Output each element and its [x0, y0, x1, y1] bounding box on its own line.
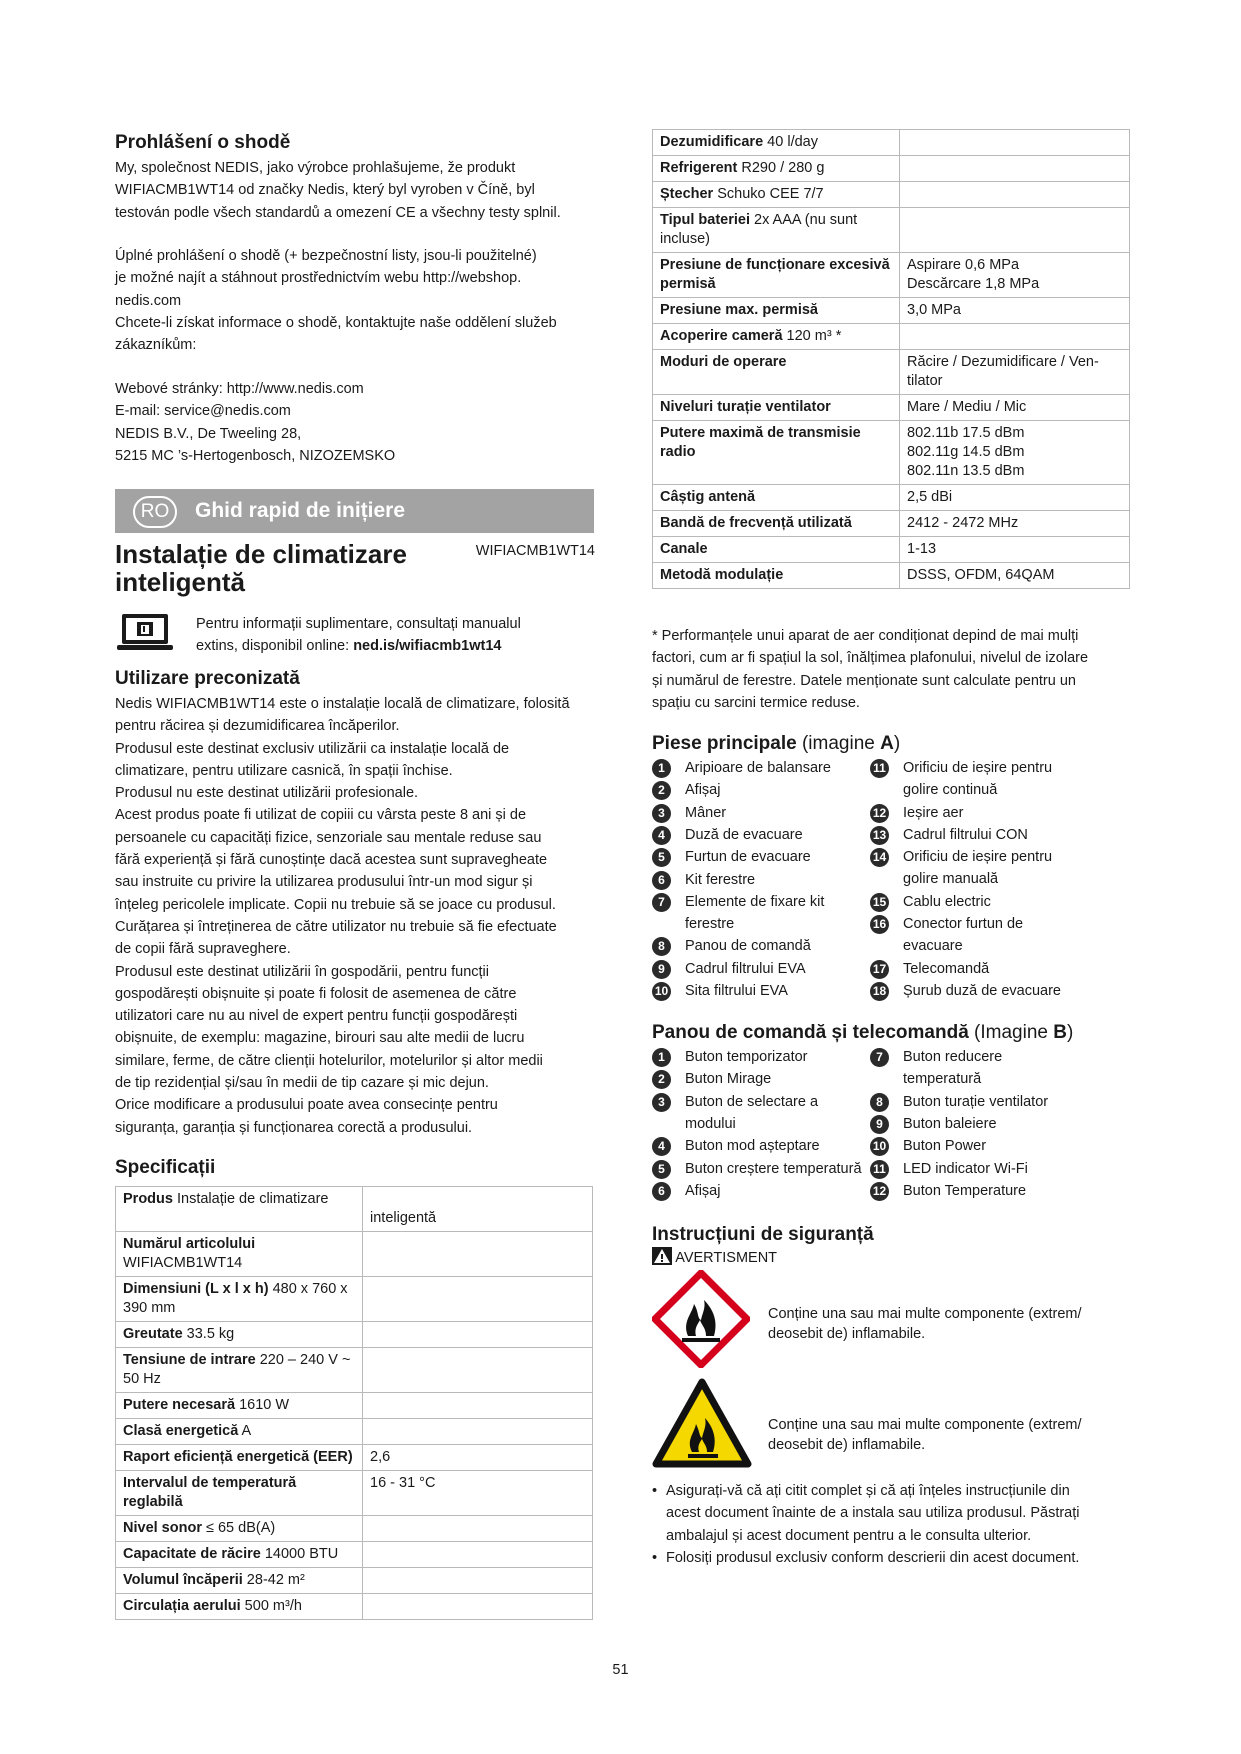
spec-label: Circulația aerului	[123, 1598, 241, 1614]
spec-value	[363, 1542, 593, 1568]
item-label	[685, 1068, 771, 1090]
spec-label: Refrigerent	[660, 160, 738, 176]
item-label	[685, 779, 720, 801]
spec-inline-value: 33.5 kg	[182, 1326, 235, 1342]
item-label-line: Buton reducere	[903, 1049, 1003, 1065]
item-number-badge: 12	[870, 1182, 889, 1201]
parts-item	[652, 935, 862, 957]
spec-row	[116, 1348, 593, 1393]
parts-item	[870, 980, 1080, 1002]
spec-label-cell	[653, 537, 900, 563]
safety-title: Instrucțiuni de siguranță	[652, 1224, 874, 1245]
cz-contact: Webové stránky: http://www.nedis.com E-mail: service@nedis.com NEDIS B.V., De Tweeling 28, 5215 MC ’s-Hertogenbosch, NIZOZEMSKO	[115, 381, 396, 464]
item-label-line: Sita filtrului EVA	[685, 983, 788, 999]
spec-inline-value: Instalație de climatizare	[172, 1191, 329, 1207]
item-number-badge: 16	[870, 915, 889, 934]
spec-label-cell	[116, 1471, 363, 1516]
spec-inline-value: ≤ 65 dB(A)	[201, 1520, 276, 1536]
spec-row	[653, 511, 1130, 537]
spec-value	[363, 1277, 593, 1322]
spec-row	[653, 421, 1130, 485]
item-label-line: Telecomandă	[903, 960, 990, 977]
spec-value	[900, 156, 1130, 182]
panel-item	[870, 1091, 1080, 1113]
spec-label: Presiune de funcționare excesivă permisă	[660, 257, 890, 292]
language-badge: RO	[133, 496, 177, 528]
spec-label-cell	[116, 1594, 363, 1620]
spec-inline-value: 480 x 760 x 390 mm	[123, 1281, 348, 1316]
spec-label-cell	[116, 1277, 363, 1322]
item-label-line: temperatură	[903, 1071, 982, 1088]
spec-row	[116, 1393, 593, 1419]
intended-use-title: Utilizare preconizată	[115, 668, 300, 689]
item-number-badge: 9	[652, 960, 671, 979]
item-label-line: evacuare	[903, 938, 963, 955]
spec-label-cell	[653, 485, 900, 511]
spec-value: 2,6	[363, 1445, 593, 1471]
spec-label-cell	[653, 511, 900, 537]
parts-item	[652, 779, 862, 801]
spec-label: Moduri de operare	[660, 354, 787, 370]
spec-value: 3,0 MPa	[900, 298, 1130, 324]
spec-label-cell	[653, 208, 900, 253]
item-label	[685, 958, 806, 980]
spec-label: Dezumidificare	[660, 134, 764, 150]
spec-label-cell	[116, 1187, 363, 1232]
parts-item	[870, 846, 1080, 891]
panel-item	[652, 1158, 862, 1180]
spec-value	[363, 1516, 593, 1542]
item-label	[903, 824, 1028, 846]
panel-item	[870, 1158, 1080, 1180]
flammable-warning-icon	[652, 1378, 752, 1470]
item-label-line: Buton turație ventilator	[903, 1093, 1049, 1110]
spec-inline-value: 28-42 m²	[242, 1572, 305, 1588]
spec-value: Mare / Mediu / Mic	[900, 395, 1130, 421]
item-label-line: Cadrul filtrului EVA	[685, 960, 806, 977]
spec-label: Putere maximă de transmisie radio	[660, 425, 861, 460]
spec-value	[363, 1419, 593, 1445]
spec-label-cell	[653, 182, 900, 208]
item-number-badge: 7	[870, 1048, 889, 1067]
spec-row	[653, 350, 1130, 395]
spec-label-cell	[116, 1516, 363, 1542]
spec-value	[363, 1594, 593, 1620]
spec-table-left	[115, 1186, 593, 1620]
spec-row	[653, 563, 1130, 589]
item-label	[685, 869, 755, 891]
item-label-line: Kit ferestre	[685, 871, 756, 888]
panel-title: Panou de comandă și telecomandă (Imagine B)	[652, 1022, 1074, 1043]
spec-label: Putere necesară	[123, 1397, 236, 1413]
spec-label: Ștecher	[660, 186, 714, 202]
spec-row	[116, 1277, 593, 1322]
item-label-line: Buton creștere temperatură	[685, 1160, 862, 1177]
spec-row	[116, 1471, 593, 1516]
spec-value: 2412 - 2472 MHz	[900, 511, 1130, 537]
spec-table-right	[652, 129, 1130, 589]
parts-item	[870, 891, 1080, 913]
warning-label: AVERTISMENT	[652, 1247, 777, 1268]
item-label	[685, 802, 726, 824]
ghs-symbol-text: Conține una sau mai multe componente (extrem/ deosebit de) inflamabile.	[768, 1306, 1082, 1342]
spec-value: 802.11b 17.5 dBm 802.11g 14.5 dBm 802.11n 13.5 dBm	[900, 421, 1130, 485]
spec-label: Greutate	[123, 1326, 183, 1342]
spec-row	[116, 1232, 593, 1277]
item-label-line: Panou de comandă	[685, 938, 811, 955]
item-number-badge: 1	[652, 759, 671, 778]
spec-value: 2,5 dBi	[900, 485, 1130, 511]
item-label-line: Furtun de evacuare	[685, 849, 811, 866]
laptop-icon	[117, 612, 173, 652]
spec-inline-value: R290 / 280 g	[737, 160, 825, 176]
ghs-flammable-icon	[652, 1270, 750, 1368]
spec-label-cell	[116, 1568, 363, 1594]
item-number-badge: 6	[652, 1182, 671, 1201]
spec-row	[116, 1187, 593, 1232]
spec-label-cell	[653, 395, 900, 421]
item-number-badge: 11	[870, 759, 889, 778]
item-number-badge: 10	[870, 1137, 889, 1156]
item-number-badge: 2	[652, 1070, 671, 1089]
spec-label-cell	[653, 253, 900, 298]
spec-value	[900, 208, 1130, 253]
parts-item	[870, 958, 1080, 980]
spec-inline-value: 14000 BTU	[260, 1546, 339, 1562]
spec-title: Specificații	[115, 1157, 216, 1178]
item-number-badge: 13	[870, 826, 889, 845]
item-label-line: Duză de evacuare	[685, 826, 803, 843]
spec-row	[653, 156, 1130, 182]
item-number-badge: 14	[870, 848, 889, 867]
item-label	[685, 935, 811, 957]
spec-row	[653, 395, 1130, 421]
item-label-line: Afișaj	[685, 1182, 721, 1199]
safety-bullet: • Folosiți produsul exclusiv conform descrierii din acest document.	[652, 1547, 1130, 1569]
spec-label: Intervalul de temperatură reglabilă	[123, 1475, 297, 1510]
spec-inline-value: 500 m³/h	[240, 1598, 302, 1614]
language-banner	[115, 489, 594, 533]
spec-label: Volumul încăperii	[123, 1572, 243, 1588]
parts-item	[652, 757, 862, 779]
item-number-badge: 6	[652, 871, 671, 890]
spec-value	[363, 1568, 593, 1594]
spec-value: DSSS, OFDM, 64QAM	[900, 563, 1130, 589]
item-label-line: modului	[685, 1115, 736, 1132]
spec-value	[363, 1348, 593, 1393]
spec-row	[653, 182, 1130, 208]
spec-table-continued	[652, 129, 1130, 589]
item-label	[685, 1180, 720, 1202]
item-label	[903, 913, 1023, 958]
parts-item	[870, 802, 1080, 824]
footnote: * Performanțele unui aparat de aer condiționat depind de mai mulți factori, cum ar fi spațiul la sol, înălțimea plafonului, nivelul de izolare și numărul de ferestre. Datele menționate sunt calculate pentru un spațiu cu sarcini termice reduse.	[652, 628, 1089, 711]
item-label-line: Buton Temperature	[903, 1182, 1027, 1199]
spec-value: Aspirare 0,6 MPa Descărcare 1,8 MPa	[900, 253, 1130, 298]
item-label	[903, 1135, 986, 1157]
product-code: WIFIACMB1WT14	[475, 543, 595, 559]
item-number-badge: 12	[870, 804, 889, 823]
item-label	[903, 757, 1052, 802]
item-number-badge: 8	[652, 937, 671, 956]
spec-table	[115, 1186, 593, 1620]
item-number-badge: 9	[870, 1115, 889, 1134]
item-number-badge: 11	[870, 1160, 889, 1179]
spec-label-cell	[116, 1348, 363, 1393]
item-number-badge: 15	[870, 893, 889, 912]
panel-item	[652, 1046, 862, 1068]
spec-row	[653, 298, 1130, 324]
panel-item	[652, 1135, 862, 1157]
item-label-line: Buton Mirage	[685, 1071, 772, 1088]
item-number-badge: 10	[652, 982, 671, 1001]
item-label-line: Cablu electric	[903, 893, 991, 910]
item-label	[903, 1046, 1002, 1091]
item-number-badge: 4	[652, 1137, 671, 1156]
spec-label: Bandă de frecvență utilizată	[660, 515, 852, 531]
panel-list	[652, 1046, 1130, 1199]
parts-item	[652, 980, 862, 1002]
parts-item	[652, 846, 862, 868]
item-label-line: golire continuă	[903, 782, 998, 799]
spec-row	[653, 324, 1130, 350]
item-label	[903, 958, 989, 980]
panel-item	[870, 1046, 1080, 1091]
cz-title: Prohlášení o shodě	[115, 132, 291, 153]
spec-label: Canale	[660, 541, 708, 557]
spec-label: Tensiune de intrare	[123, 1352, 256, 1368]
item-label-line: Buton de selectare a	[685, 1093, 819, 1110]
spec-row	[116, 1516, 593, 1542]
spec-row	[116, 1542, 593, 1568]
parts-title: Piese principale (imagine A)	[652, 733, 901, 754]
item-label-line: Orificiu de ieșire pentru	[903, 849, 1053, 866]
intended-use-text: Nedis WIFIACMB1WT14 este o instalație locală de climatizare, folosită pentru răcirea și dezumidificarea încăperilor. Produsul este destinat exclusiv utilizării ca instalație locală de climatizare, pentru utilizare casnică, în spații închise. Produsul nu este destinat utilizării profesionale. Acest produs poate fi utilizat de copiii cu vârsta peste 8 ani și de persoanele cu capacități fizice, senzoriale sau mentale reduse sau fără experiență și fără cunoștințe dacă acestea sunt supravegheate sau instruite cu privire la utilizarea produsului într-un mod sigur și înțeleg pericolele implicate. Copii nu trebuie să se joace cu produsul. Curățarea și întreținerea de către utilizator nu trebuie să fie efectuate de copii fără supraveghere. Produsul este destinat utilizării în gospodării, pentru funcții gospodărești obișnuite și poate fi folosit de asemenea de către utilizatori care nu au nivel de expert pentru funcții gospodărești obișnuite, de exemplu: magazine, birouri sau alte medii de lucru similare, ferme, de către clienții hotelurilor, motelurilor și altor medii de tip rezidențial și/sau în medii de tip cazare și mic dejun. Orice modificare a produsului poate avea consecințe pentru siguranța, garanția și funcționarea corectă a produsului.	[115, 696, 570, 1136]
spec-inline-value: 120 m³ *	[782, 328, 842, 344]
item-number-badge: 5	[652, 848, 671, 867]
item-number-badge: 4	[652, 826, 671, 845]
spec-row	[116, 1419, 593, 1445]
parts-item	[870, 757, 1080, 802]
spec-value	[900, 130, 1130, 156]
spec-label: Nivel sonor	[123, 1520, 202, 1536]
spec-inline-value: 1610 W	[235, 1397, 290, 1413]
item-label-line: Buton mod așteptare	[685, 1138, 820, 1155]
item-number-badge: 18	[870, 982, 889, 1001]
item-label	[685, 1091, 818, 1136]
spec-row	[116, 1594, 593, 1620]
item-label	[903, 1113, 997, 1135]
manual-link[interactable]: ned.is/wifiacmb1wt14	[353, 638, 502, 655]
spec-value	[900, 182, 1130, 208]
warning-icon	[652, 1247, 672, 1265]
spec-value: 1-13	[900, 537, 1130, 563]
item-label-line: Buton Power	[903, 1138, 987, 1155]
spec-value: Răcire / Dezumidificare / Ven- tilator	[900, 350, 1130, 395]
parts-item	[652, 824, 862, 846]
spec-label: Clasă energetică	[123, 1423, 239, 1439]
item-number-badge: 7	[652, 893, 671, 912]
spec-label: Tipul bateriei	[660, 212, 750, 228]
item-number-badge: 3	[652, 804, 671, 823]
panel-item	[870, 1113, 1080, 1135]
spec-inline-value: A	[238, 1423, 252, 1439]
spec-row	[653, 253, 1130, 298]
safety-bullets	[652, 1480, 1130, 1569]
spec-row	[653, 130, 1130, 156]
spec-label: Numărul articolului	[123, 1236, 256, 1252]
spec-label-cell	[116, 1542, 363, 1568]
panel-item	[652, 1068, 862, 1090]
item-label	[685, 824, 803, 846]
parts-item	[652, 869, 862, 891]
item-label-line: Buton baleiere	[903, 1115, 997, 1132]
spec-inline-value: 220 – 240 V ~ 50 Hz	[123, 1352, 351, 1387]
item-label	[903, 1091, 1048, 1113]
parts-item	[870, 913, 1080, 958]
item-number-badge: 5	[652, 1160, 671, 1179]
panel-item	[870, 1135, 1080, 1157]
item-label-line: golire manuală	[903, 871, 999, 888]
spec-row	[653, 208, 1130, 253]
flammable-text: Conține una sau mai multe componente (extrem/ deosebit de) inflamabile.	[768, 1417, 1082, 1453]
item-label	[685, 1135, 820, 1157]
item-label	[685, 757, 831, 779]
item-label	[903, 802, 963, 824]
item-label	[685, 1158, 862, 1180]
item-label-line: Șurub duză de evacuare	[903, 983, 1061, 999]
panel-item	[870, 1180, 1080, 1202]
item-number-badge: 3	[652, 1093, 671, 1112]
spec-label-cell	[116, 1445, 363, 1471]
item-label-line: Orificiu de ieșire pentru	[903, 760, 1053, 776]
parts-item	[652, 958, 862, 980]
item-label	[685, 980, 788, 1002]
item-label-line: Afișaj	[685, 782, 721, 799]
product-title: Instalație de climatizare inteligentă	[115, 539, 407, 597]
spec-label: Presiune max. permisă	[660, 302, 818, 318]
spec-label-cell	[116, 1232, 363, 1277]
spec-label-cell	[653, 324, 900, 350]
spec-row	[653, 537, 1130, 563]
spec-label-cell	[653, 298, 900, 324]
item-label	[685, 1046, 808, 1068]
spec-row	[116, 1568, 593, 1594]
spec-label-cell	[116, 1393, 363, 1419]
item-label-line: Ieșire aer	[903, 804, 964, 821]
item-label-line: Buton temporizator	[685, 1049, 808, 1065]
item-label	[903, 1180, 1026, 1202]
item-number-badge: 8	[870, 1093, 889, 1112]
spec-row	[116, 1445, 593, 1471]
item-label-line: ferestre	[685, 916, 735, 933]
item-number-badge: 17	[870, 960, 889, 979]
cz-paragraph-2: Úplné prohlášení o shodě (+ bezpečnostní listy, jsou-li použitelné) je možné najít a stáhnout prostřednictvím webu http://webshop. nedis.com Chcete-li získat informace o shodě, kontaktujte naše oddělení služeb zákazníkům:	[115, 248, 557, 354]
panel-item	[652, 1180, 862, 1202]
item-label-line: Cadrul filtrului CON	[903, 826, 1028, 843]
spec-inline-value: WIFIACMB1WT14	[123, 1255, 243, 1271]
spec-label-cell	[653, 563, 900, 589]
spec-value	[363, 1393, 593, 1419]
spec-label-cell	[116, 1322, 363, 1348]
spec-inline-value: 2x AAA (nu sunt incluse)	[660, 212, 858, 247]
item-label-line: Elemente de fixare kit	[685, 893, 825, 910]
spec-label-cell	[653, 421, 900, 485]
spec-label: Capacitate de răcire	[123, 1546, 261, 1562]
spec-label: Dimensiuni (L x l x h)	[123, 1281, 269, 1297]
spec-value	[900, 324, 1130, 350]
spec-value	[363, 1232, 593, 1277]
spec-label-cell	[653, 130, 900, 156]
spec-value: 16 - 31 °C	[363, 1471, 593, 1516]
spec-row	[116, 1322, 593, 1348]
item-number-badge: 1	[652, 1048, 671, 1067]
spec-label: Câștig antenă	[660, 489, 756, 505]
parts-item	[870, 824, 1080, 846]
spec-value	[363, 1322, 593, 1348]
spec-label: Niveluri turație ventilator	[660, 399, 831, 415]
item-number-badge: 2	[652, 781, 671, 800]
item-label	[903, 846, 1052, 891]
spec-label: Produs	[123, 1191, 173, 1207]
parts-list	[652, 757, 1130, 997]
panel-item	[652, 1091, 862, 1136]
banner-title: Ghid rapid de inițiere	[195, 499, 406, 522]
cz-paragraph-1: My, společnost NEDIS, jako výrobce prohlašujeme, že produkt WIFIACMB1WT14 od značky Nedis, který byl vyroben v Číně, byl testován podle všech standardů a omezení CE a všechny testy splnil.	[115, 160, 561, 221]
spec-row	[653, 485, 1130, 511]
item-label	[685, 891, 824, 936]
item-label	[903, 980, 1061, 1002]
spec-inline-value: 40 l/day	[763, 134, 818, 150]
spec-value: inteligentă	[363, 1187, 593, 1232]
item-label	[903, 891, 991, 913]
spec-label: Raport eficiență energetică (EER)	[123, 1449, 353, 1465]
item-label-line: LED indicator Wi-Fi	[903, 1160, 1028, 1177]
spec-label: Metodă modulație	[660, 567, 784, 583]
page-number: 51	[612, 1662, 629, 1678]
spec-label-cell	[116, 1419, 363, 1445]
item-label	[685, 846, 811, 868]
safety-bullet: • Asigurați-vă că ați citit complet și că ați înțeles instrucțiunile din acest document înainte de a instala sau utiliza produsul. Păstrați ambalajul și acest document pentru a le consulta ulterior.	[652, 1480, 1130, 1547]
item-label-line: Mâner	[685, 804, 727, 821]
spec-label: Acoperire cameră	[660, 328, 783, 344]
item-label-line: Aripioare de balansare	[685, 760, 831, 776]
parts-item	[652, 891, 862, 936]
spec-label-cell	[653, 156, 900, 182]
spec-label-cell	[653, 350, 900, 395]
item-label-line: Conector furtun de	[903, 916, 1024, 933]
spec-inline-value: Schuko CEE 7/7	[713, 186, 824, 202]
item-label	[903, 1158, 1028, 1180]
manual-note: Pentru informații suplimentare, consultați manualul extins, disponibil online: ned.is/wifiacmb1wt14	[196, 616, 521, 655]
parts-item	[652, 802, 862, 824]
